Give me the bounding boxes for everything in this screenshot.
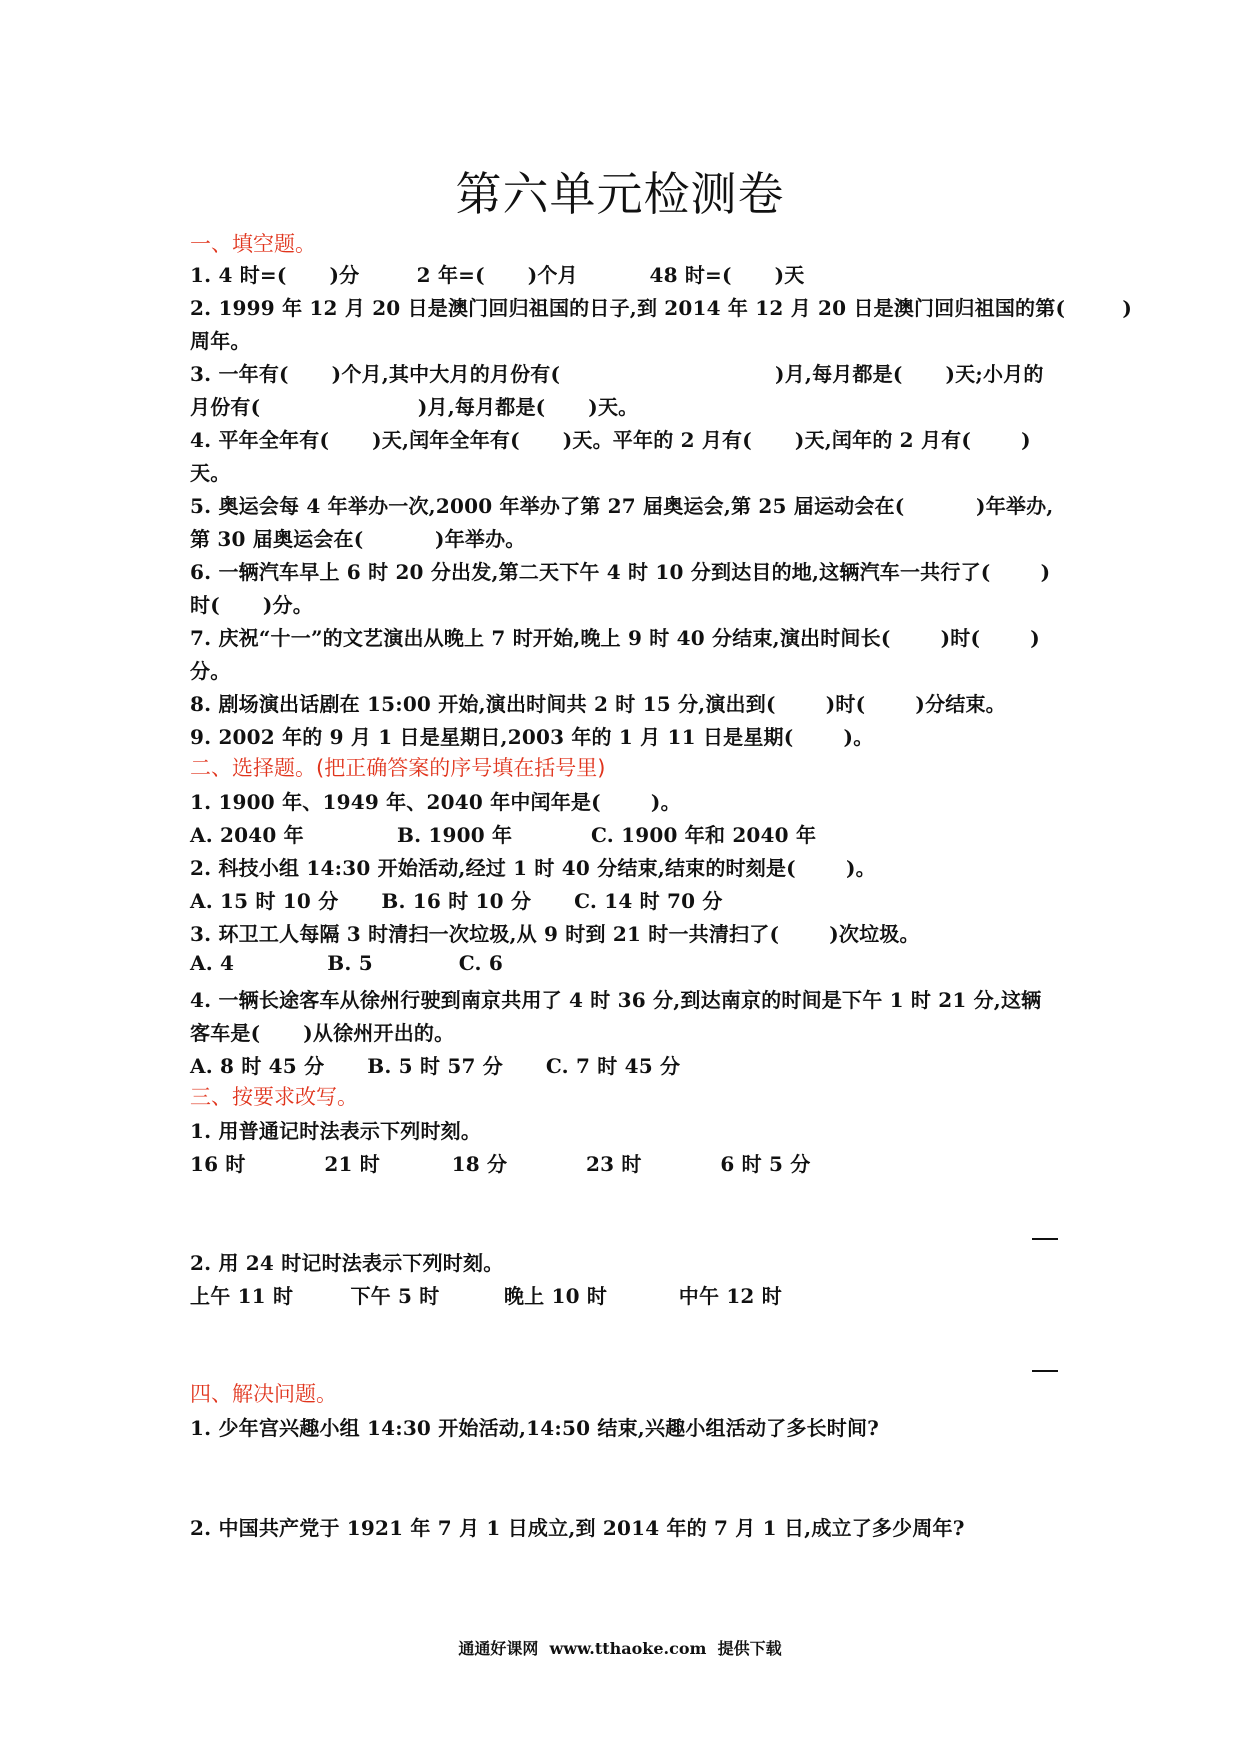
- solve-question-1: 1. 少年宫兴趣小组 14:30 开始活动,14:50 结束,兴趣小组活动了多长时间?: [190, 1416, 880, 1440]
- fill-question-4-line-2: 天。: [190, 461, 231, 485]
- solve-question-2: 2. 中国共产党于 1921 年 7 月 1 日成立,到 2014 年的 7 月 1 日,成立了多少周年?: [190, 1516, 965, 1540]
- choice-question-1: 1. 1900 年、1949 年、2040 年中闰年是( )。: [190, 790, 681, 814]
- fill-question-1: 1. 4 时=( )分 2 年=( )个月 48 时=( )天: [190, 263, 805, 287]
- fill-question-7-line-1: 7. 庆祝“十一”的文艺演出从晚上 7 时开始,晚上 9 时 40 分结束,演出时间长( )时( ): [190, 626, 1040, 650]
- choice-question-4-options: A. 8 时 45 分 B. 5 时 57 分 C. 7 时 45 分: [190, 1054, 681, 1078]
- fill-question-6-line-1: 6. 一辆汽车早上 6 时 20 分出发,第二天下午 4 时 10 分到达目的地,这辆汽车一共行了( ): [190, 560, 1051, 584]
- rewrite-question-1-items: 16 时 21 时 18 分 23 时 6 时 5 分: [190, 1152, 811, 1176]
- choice-question-3: 3. 环卫工人每隔 3 时清扫一次垃圾,从 9 时到 21 时一共清扫了( )次垃圾。: [190, 922, 920, 946]
- section-fill-in: 一、填空题。: [190, 232, 316, 256]
- choice-question-3-options: A. 4 B. 5 C. 6: [190, 951, 503, 975]
- answer-line-dash: [1032, 1238, 1058, 1240]
- fill-question-4-line-1: 4. 平年全年有( )天,闰年全年有( )天。平年的 2 月有( )天,闰年的 2 月有( ): [190, 428, 1031, 452]
- fill-question-5-line-1: 5. 奥运会每 4 年举办一次,2000 年举办了第 27 届奥运会,第 25 届运动会在( )年举办,: [190, 494, 1054, 518]
- fill-question-7-line-2: 分。: [190, 659, 231, 683]
- fill-question-3-line-2: 月份有( )月,每月都是( )天。: [190, 395, 639, 419]
- fill-question-2-line-2: 周年。: [190, 329, 251, 353]
- section-problem-solving: 四、解决问题。: [190, 1382, 337, 1406]
- choice-question-2: 2. 科技小组 14:30 开始活动,经过 1 时 40 分结束,结束的时刻是( )。: [190, 856, 876, 880]
- fill-question-6-line-2: 时( )分。: [190, 593, 313, 617]
- rewrite-question-2: 2. 用 24 时记时法表示下列时刻。: [190, 1251, 504, 1275]
- answer-line-dash: [1032, 1370, 1058, 1372]
- section-multiple-choice: 二、选择题。(把正确答案的序号填在括号里): [190, 756, 606, 780]
- choice-question-2-options: A. 15 时 10 分 B. 16 时 10 分 C. 14 时 70 分: [190, 889, 723, 913]
- rewrite-question-2-items: 上午 11 时 下午 5 时 晚上 10 时 中午 12 时: [190, 1284, 782, 1308]
- choice-question-4-line-2: 客车是( )从徐州开出的。: [190, 1021, 455, 1045]
- fill-question-8: 8. 剧场演出话剧在 15:00 开始,演出时间共 2 时 15 分,演出到( )时( )分结束。: [190, 692, 1006, 716]
- fill-question-5-line-2: 第 30 届奥运会在( )年举办。: [190, 527, 526, 551]
- section-rewrite: 三、按要求改写。: [190, 1085, 358, 1109]
- rewrite-question-1: 1. 用普通记时法表示下列时刻。: [190, 1119, 482, 1143]
- choice-question-4-line-1: 4. 一辆长途客车从徐州行驶到南京共用了 4 时 36 分,到达南京的时间是下午 1 时 21 分,这辆: [190, 988, 1042, 1012]
- fill-question-9: 9. 2002 年的 9 月 1 日是星期日,2003 年的 1 月 11 日是星期( )。: [190, 725, 874, 749]
- fill-question-2-line-1: 2. 1999 年 12 月 20 日是澳门回归祖国的日子,到 2014 年 12 月 20 日是澳门回归祖国的第( ): [190, 296, 1133, 320]
- page-title: 第六单元检测卷: [455, 167, 785, 221]
- page-footer: 通通好课网 www.tthaoke.com 提供下载: [458, 1639, 782, 1658]
- choice-question-1-options: A. 2040 年 B. 1900 年 C. 1900 年和 2040 年: [190, 823, 817, 847]
- fill-question-3-line-1: 3. 一年有( )个月,其中大月的月份有( )月,每月都是( )天;小月的: [190, 362, 1044, 386]
